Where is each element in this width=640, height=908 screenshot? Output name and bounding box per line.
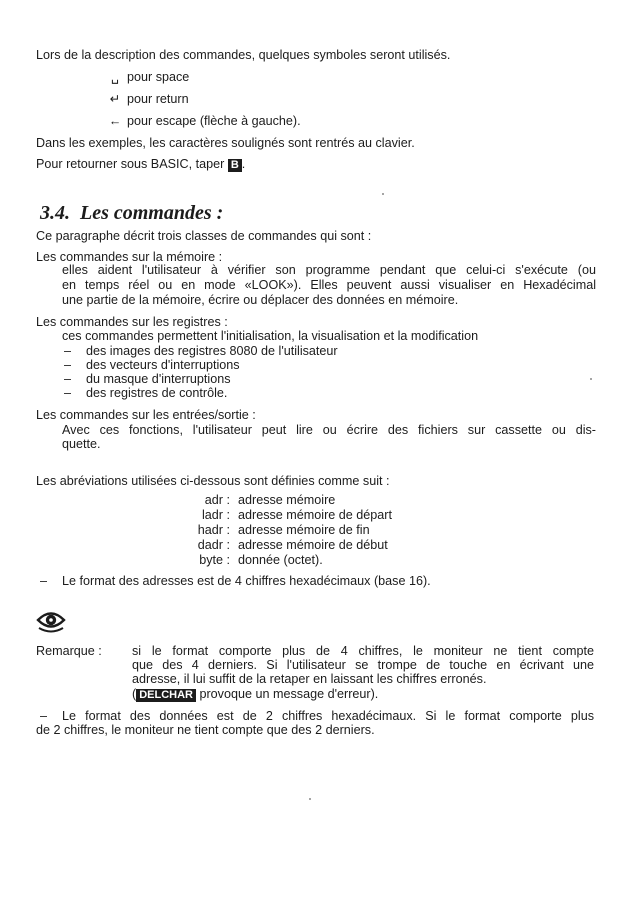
abbr-key: byte : bbox=[199, 553, 230, 567]
remark-label: Remarque : bbox=[36, 644, 102, 658]
data-format-text: Le format des données est de 2 chiffres hexadécimaux. Si le format comporte plus bbox=[62, 709, 594, 723]
symbol-label: pour return bbox=[127, 92, 189, 106]
eye-icon bbox=[36, 606, 66, 634]
io-heading: Les commandes sur les entrées/sortie : bbox=[36, 408, 256, 422]
left-arrow-icon: ← bbox=[108, 114, 122, 128]
symbol-row bbox=[106, 70, 189, 85]
registers-lead: ces commandes permettent l'initialisation, la visualisation et la modification bbox=[62, 329, 479, 343]
abbr-key: adr : bbox=[204, 493, 230, 507]
remark-line: que des 4 derniers. Si l'utilisateur se trompe de touche en écrivant une bbox=[132, 658, 594, 672]
intro-text: Lors de la description des commandes, quelques symboles seront utilisés. bbox=[36, 48, 451, 62]
b-key: B bbox=[228, 159, 242, 172]
memory-line: en temps réel ou en mode «LOOK»). Elles peuvent aussi visualiser en Hexadécimal bbox=[62, 278, 596, 292]
section-title: Les commandes : bbox=[80, 202, 224, 224]
list-item: – des registres de contrôle. bbox=[64, 386, 228, 400]
basic-prefix: Pour retourner sous BASIC, taper bbox=[36, 157, 225, 171]
abbreviations-intro: Les abréviations utilisées ci-dessous sont définies comme suit : bbox=[36, 474, 390, 488]
abbr-key: dadr : bbox=[197, 538, 230, 552]
scan-speck bbox=[382, 193, 384, 195]
list-item-text: du masque d'interruptions bbox=[86, 372, 231, 386]
basic-instruction bbox=[36, 157, 245, 172]
scan-speck bbox=[309, 798, 311, 800]
io-line: quette. bbox=[62, 437, 101, 451]
symbol-label: pour space bbox=[127, 70, 190, 84]
memory-line: elles aident l'utilisateur à vérifier son programme pendant que celui-ci s'exécute (ou bbox=[62, 263, 596, 277]
abbr-value: adresse mémoire de fin bbox=[238, 523, 370, 537]
symbol-row bbox=[106, 92, 189, 107]
symbol-label: pour escape (flèche à gauche). bbox=[127, 114, 301, 128]
data-format-line: – Le format des données est de 2 chiffres hexadécimaux. Si le format comporte plus bbox=[40, 709, 594, 723]
return-symbol-icon: ↵ bbox=[109, 92, 121, 106]
remark-key-line bbox=[132, 687, 378, 702]
io-line: Avec ces fonctions, l'utilisateur peut lire ou écrire des fichiers sur cassette ou dis- bbox=[62, 423, 596, 437]
data-format-line: de 2 chiffres, le moniteur ne tient compte que des 2 derniers. bbox=[36, 723, 375, 737]
scan-speck bbox=[590, 378, 592, 380]
list-item: – du masque d'interruptions bbox=[64, 372, 231, 386]
remark-line: adresse, il lui suffit de la retaper en laissant les chiffres erronés. bbox=[132, 672, 487, 686]
abbr-key: ladr : bbox=[202, 508, 230, 522]
list-item: – des vecteurs d'interruptions bbox=[64, 358, 240, 372]
delchar-key: DELCHAR bbox=[136, 689, 196, 702]
remark-line: si le format comporte plus de 4 chiffres, le moniteur ne tient compte bbox=[132, 644, 594, 658]
registers-heading: Les commandes sur les registres : bbox=[36, 315, 228, 329]
address-format-text: Le format des adresses est de 4 chiffres hexadécimaux (base 16). bbox=[62, 574, 431, 588]
list-item-text: des images des registres 8080 de l'utilisateur bbox=[86, 344, 338, 358]
memory-heading: Les commandes sur la mémoire : bbox=[36, 250, 223, 264]
basic-suffix: . bbox=[241, 157, 246, 171]
abbr-value: adresse mémoire bbox=[238, 493, 336, 507]
memory-line: une partie de la mémoire, écrire ou déplacer des données en mémoire. bbox=[62, 293, 459, 307]
space-symbol-icon: ␣ bbox=[111, 70, 119, 84]
section-heading bbox=[40, 201, 223, 225]
symbol-row bbox=[106, 114, 301, 129]
abbr-key: hadr : bbox=[197, 523, 230, 537]
paren-open: ( bbox=[132, 687, 137, 701]
examples-text: Dans les exemples, les caractères soulignés sont rentrés au clavier. bbox=[36, 136, 415, 150]
section-number: 3.4. bbox=[40, 202, 70, 224]
remark-key-suffix: provoque un message d'erreur). bbox=[199, 687, 379, 701]
list-item-text: des registres de contrôle. bbox=[86, 386, 228, 400]
address-format-note: – Le format des adresses est de 4 chiffres hexadécimaux (base 16). bbox=[40, 574, 431, 588]
abbr-value: donnée (octet). bbox=[238, 553, 323, 567]
abbr-value: adresse mémoire de départ bbox=[238, 508, 393, 522]
abbr-value: adresse mémoire de début bbox=[238, 538, 388, 552]
list-item-text: des vecteurs d'interruptions bbox=[86, 358, 240, 372]
list-item: – des images des registres 8080 de l'utilisateur bbox=[64, 344, 338, 358]
section-intro: Ce paragraphe décrit trois classes de commandes qui sont : bbox=[36, 229, 372, 243]
